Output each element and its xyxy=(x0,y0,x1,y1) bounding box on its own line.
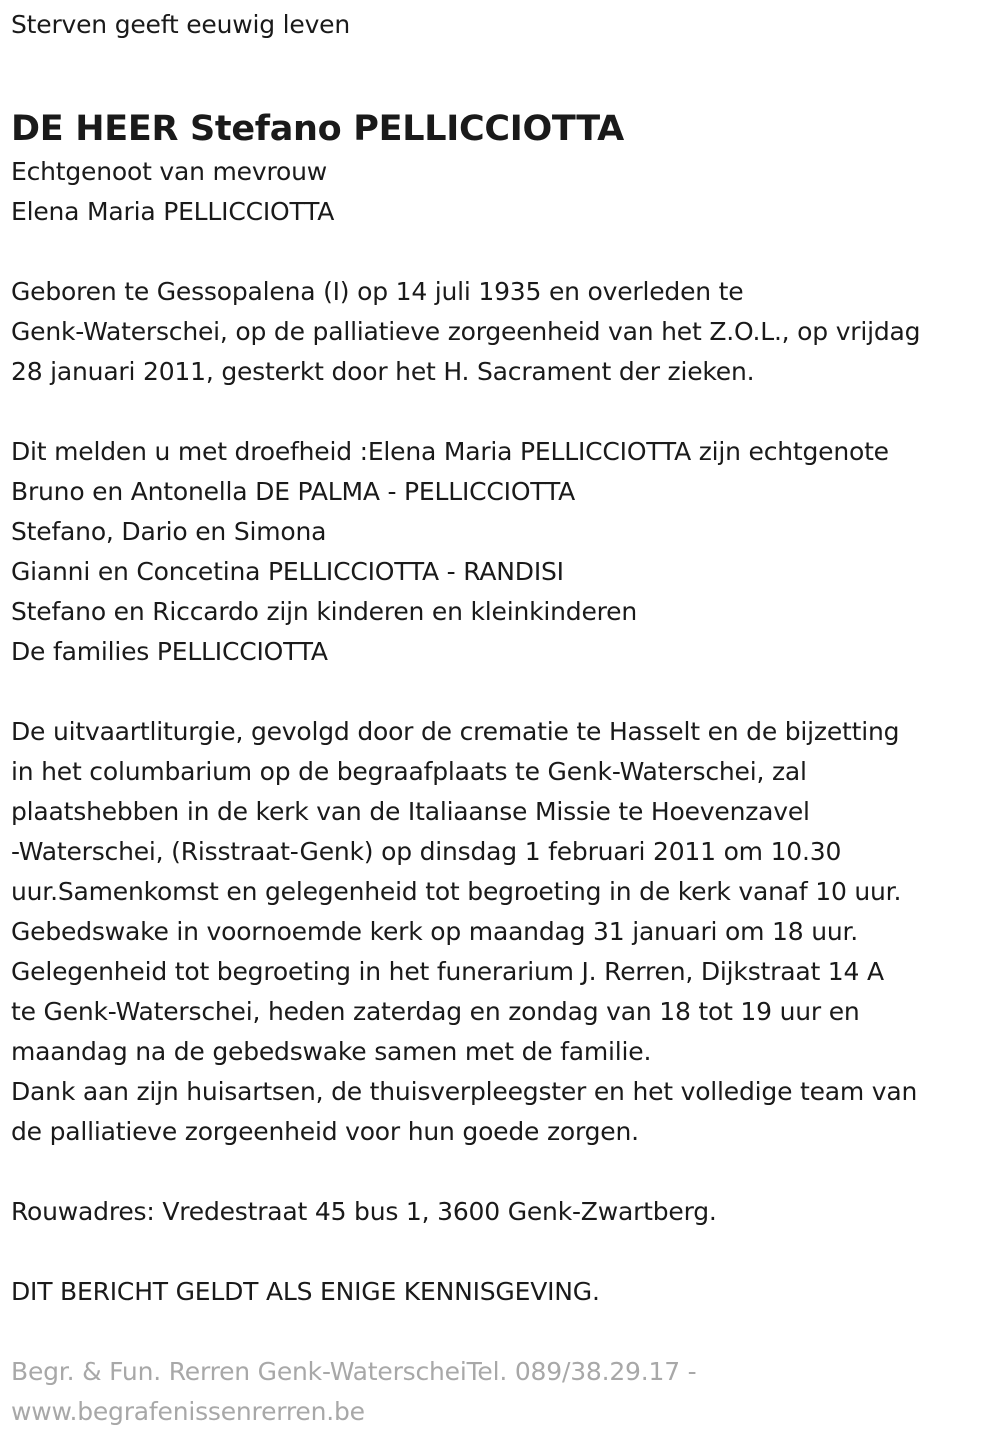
birth-line: Genk-Waterschei, op de palliatieve zorgeenheid van het Z.O.L., op vrijdag xyxy=(11,317,921,346)
family-section xyxy=(11,432,991,672)
funeral-line: te Genk-Waterschei, heden zaterdag en zondag van 18 tot 19 uur en xyxy=(11,997,860,1026)
funeral-line: Gelegenheid tot begroeting in het funerarium J. Rerren, Dijkstraat 14 A xyxy=(11,957,884,986)
spouse-section xyxy=(11,152,991,232)
funeral-section xyxy=(11,712,991,1152)
spacer xyxy=(11,672,991,712)
birth-line: Geboren te Gessopalena (I) op 14 juli 1935 en overleden te xyxy=(11,277,744,306)
funeral-line: uur.Samenkomst en gelegenheid tot begroeting in de kerk vanaf 10 uur. xyxy=(11,877,902,906)
deceased-name: DE HEER Stefano PELLICCIOTTA xyxy=(11,109,624,149)
birth-line: 28 januari 2011, gesterkt door het H. Sacrament der zieken. xyxy=(11,357,755,386)
spacer xyxy=(11,1232,991,1272)
family-line: Stefano, Dario en Simona xyxy=(11,517,327,546)
funeral-line: de palliatieve zorgeenheid voor hun goede zorgen. xyxy=(11,1117,639,1146)
death-notice xyxy=(11,0,991,1432)
funeral-home-footer xyxy=(11,1352,991,1432)
funeral-line: -Waterschei, (Risstraat-Genk) op dinsdag 1 februari 2011 om 10.30 xyxy=(11,837,842,866)
official-notice: DIT BERICHT GELDT ALS ENIGE KENNISGEVING. xyxy=(11,1277,600,1306)
motto: Sterven geeft eeuwig leven xyxy=(11,10,351,39)
family-line: Stefano en Riccardo zijn kinderen en kleinkinderen xyxy=(11,597,637,626)
family-line: Bruno en Antonella DE PALMA - PELLICCIOTTA xyxy=(11,477,575,506)
funeral-line: De uitvaartliturgie, gevolgd door de crematie te Hasselt en de bijzetting xyxy=(11,717,900,746)
spacer xyxy=(11,392,991,432)
birth-death-section xyxy=(11,272,991,392)
funeral-line: maandag na de gebedswake samen met de familie. xyxy=(11,1037,652,1066)
family-line: Dit melden u met droefheid :Elena Maria PELLICCIOTTA zijn echtgenote xyxy=(11,437,889,466)
mourning-address: Rouwadres: Vredestraat 45 bus 1, 3600 Genk-Zwartberg. xyxy=(11,1197,717,1226)
spouse-line: Elena Maria PELLICCIOTTA xyxy=(11,197,335,226)
spacer xyxy=(11,232,991,272)
spouse-line: Echtgenoot van mevrouw xyxy=(11,157,327,186)
funeral-line: in het columbarium op de begraafplaats te Genk-Waterschei, zal xyxy=(11,757,807,786)
funeral-home-website: www.begrafenissenrerren.be xyxy=(11,1397,365,1426)
spacer xyxy=(11,1312,991,1352)
spacer xyxy=(11,1152,991,1192)
family-line: De families PELLICCIOTTA xyxy=(11,637,328,666)
family-line: Gianni en Concetina PELLICCIOTTA - RANDISI xyxy=(11,557,564,586)
funeral-line: Gebedswake in voornoemde kerk op maandag 31 januari om 18 uur. xyxy=(11,917,859,946)
funeral-line: plaatshebben in de kerk van de Italiaanse Missie te Hoevenzavel xyxy=(11,797,810,826)
funeral-line: Dank aan zijn huisartsen, de thuisverpleegster en het volledige team van xyxy=(11,1077,918,1106)
funeral-home-contact: Begr. & Fun. Rerren Genk-WaterscheiTel. 089/38.29.17 - xyxy=(11,1357,697,1386)
